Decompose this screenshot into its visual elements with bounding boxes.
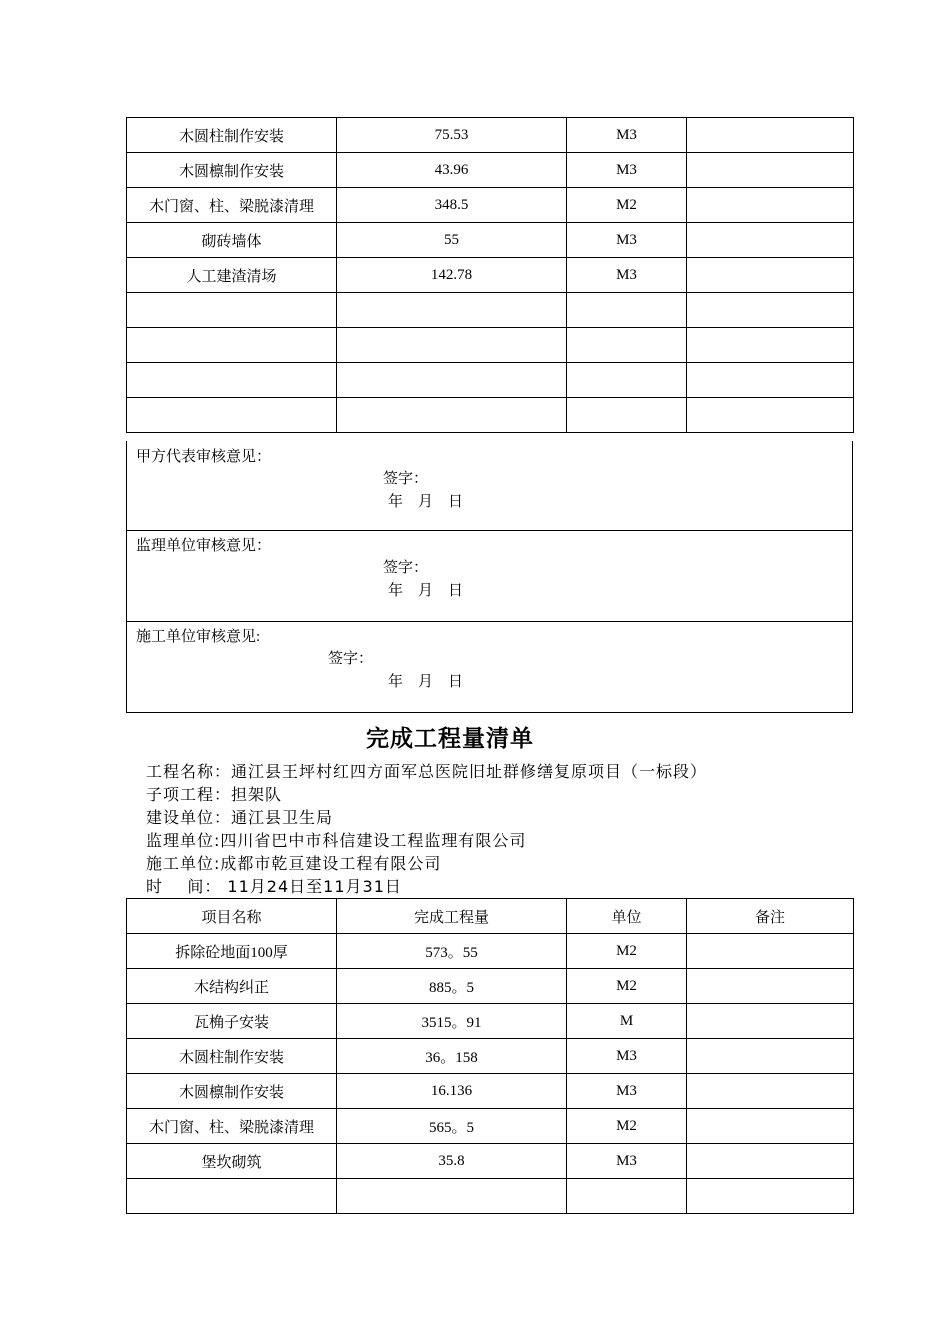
- quantity-cell: [337, 398, 567, 433]
- table-row: [127, 934, 854, 969]
- item-name-cell: 木圆檩制作安装: [127, 1074, 337, 1109]
- table-row: [127, 1144, 854, 1179]
- item-name-cell: 木门窗、柱、梁脱漆清理: [127, 1109, 337, 1144]
- table-row: [127, 118, 854, 153]
- item-name-cell: 堡坎砌筑: [127, 1144, 337, 1179]
- quantity-cell: 36。158: [337, 1039, 567, 1074]
- owner-review-label: 甲方代表审核意见：: [136, 449, 272, 465]
- table-row: [127, 293, 854, 328]
- table-header-row: [127, 899, 854, 934]
- unit-cell: M3: [567, 118, 687, 153]
- contractor-signature-label: 签字：: [328, 651, 374, 667]
- table-row: [127, 969, 854, 1004]
- quantity-cell: [337, 363, 567, 398]
- unit-cell: M3: [567, 1039, 687, 1074]
- quantity-cell: [337, 328, 567, 363]
- item-name-cell: [127, 293, 337, 328]
- item-name-cell: 木门窗、柱、梁脱漆清理: [127, 188, 337, 223]
- unit-cell: [567, 363, 687, 398]
- note-cell: [687, 1109, 854, 1144]
- quantity-cell: 75.53: [337, 118, 567, 153]
- supervisor-signature-label: 签字：: [383, 560, 429, 576]
- unit-cell: M2: [567, 934, 687, 969]
- unit-cell: [567, 1179, 687, 1214]
- table-row: [127, 328, 854, 363]
- table-row: [127, 1004, 854, 1039]
- note-cell: [687, 258, 854, 293]
- table-row: [127, 223, 854, 258]
- note-cell: [687, 934, 854, 969]
- project-name-line: 工程名称：通江县王坪村红四方面军总医院旧址群修缮复原项目（一标段）: [146, 762, 708, 781]
- contractor-review-label: 施工单位审核意见:: [136, 629, 261, 645]
- note-cell: [687, 1039, 854, 1074]
- item-name-cell: 木圆柱制作安装: [127, 1039, 337, 1074]
- quantity-table-top: [126, 117, 854, 433]
- note-cell: [687, 1144, 854, 1179]
- quantity-table-bottom: [126, 898, 854, 1214]
- period-line: 时 间： 11月24日至11月31日: [146, 877, 402, 896]
- quantity-cell: [337, 1179, 567, 1214]
- quantity-cell: [337, 293, 567, 328]
- item-name-cell: [127, 398, 337, 433]
- quantity-cell: 573。55: [337, 934, 567, 969]
- quantity-cell: 3515。91: [337, 1004, 567, 1039]
- owner-review-box: [126, 441, 853, 531]
- note-cell: [687, 153, 854, 188]
- note-cell: [687, 398, 854, 433]
- quantity-cell: 565。5: [337, 1109, 567, 1144]
- table-row: [127, 188, 854, 223]
- project-info: [146, 760, 707, 898]
- owner-signature-label: 签字：: [383, 471, 429, 487]
- item-name-cell: 砌砖墙体: [127, 223, 337, 258]
- unit-cell: [567, 398, 687, 433]
- table-row: [127, 1179, 854, 1214]
- quantity-cell: 142.78: [337, 258, 567, 293]
- owner-date-label: 年 月 日: [388, 494, 464, 510]
- quantity-cell: 55: [337, 223, 567, 258]
- note-cell: [687, 188, 854, 223]
- construction-line: 施工单位:成都市乾亘建设工程有限公司: [146, 854, 442, 873]
- unit-cell: M3: [567, 153, 687, 188]
- note-cell: [687, 969, 854, 1004]
- table-row: [127, 1074, 854, 1109]
- item-name-cell: [127, 1179, 337, 1214]
- quantity-cell: 348.5: [337, 188, 567, 223]
- supervisor-review-label: 监理单位审核意见：: [136, 538, 272, 554]
- supervisor-date-label: 年 月 日: [388, 583, 464, 599]
- unit-cell: M3: [567, 1144, 687, 1179]
- table-row: [127, 258, 854, 293]
- unit-cell: [567, 328, 687, 363]
- table-row: [127, 398, 854, 433]
- note-cell: [687, 223, 854, 258]
- contractor-review-box: [126, 621, 853, 713]
- note-cell: [687, 363, 854, 398]
- note-cell: [687, 1004, 854, 1039]
- quantity-cell: 43.96: [337, 153, 567, 188]
- header-quantity: 完成工程量: [337, 899, 567, 934]
- item-name-cell: [127, 328, 337, 363]
- contractor-date-label: 年 月 日: [388, 674, 464, 690]
- unit-cell: M3: [567, 258, 687, 293]
- item-name-cell: [127, 363, 337, 398]
- note-cell: [687, 328, 854, 363]
- note-cell: [687, 1179, 854, 1214]
- unit-cell: M2: [567, 1109, 687, 1144]
- unit-cell: [567, 293, 687, 328]
- unit-cell: M3: [567, 223, 687, 258]
- quantity-cell: 35.8: [337, 1144, 567, 1179]
- unit-cell: M2: [567, 969, 687, 1004]
- header-item-name: 项目名称: [127, 899, 337, 934]
- document-title: 完成工程量清单: [366, 726, 534, 752]
- item-name-cell: 木结构纠正: [127, 969, 337, 1004]
- item-name-cell: 木圆柱制作安装: [127, 118, 337, 153]
- sub-project-line: 子项工程：担架队: [146, 785, 283, 804]
- quantity-cell: 16.136: [337, 1074, 567, 1109]
- item-name-cell: 瓦桷子安装: [127, 1004, 337, 1039]
- supervision-line: 监理单位:四川省巴中市科信建设工程监理有限公司: [146, 831, 527, 850]
- table-row: [127, 1039, 854, 1074]
- table-row: [127, 153, 854, 188]
- quantity-cell: 885。5: [337, 969, 567, 1004]
- unit-cell: M3: [567, 1074, 687, 1109]
- header-unit: 单位: [567, 899, 687, 934]
- note-cell: [687, 1074, 854, 1109]
- unit-cell: M: [567, 1004, 687, 1039]
- header-note: 备注: [687, 899, 854, 934]
- unit-cell: M2: [567, 188, 687, 223]
- note-cell: [687, 118, 854, 153]
- table-row: [127, 1109, 854, 1144]
- item-name-cell: 人工建渣清场: [127, 258, 337, 293]
- note-cell: [687, 293, 854, 328]
- builder-line: 建设单位：通江县卫生局: [146, 808, 334, 827]
- item-name-cell: 木圆檩制作安装: [127, 153, 337, 188]
- item-name-cell: 拆除砼地面100厚: [127, 934, 337, 969]
- table-row: [127, 363, 854, 398]
- supervisor-review-box: [126, 530, 853, 622]
